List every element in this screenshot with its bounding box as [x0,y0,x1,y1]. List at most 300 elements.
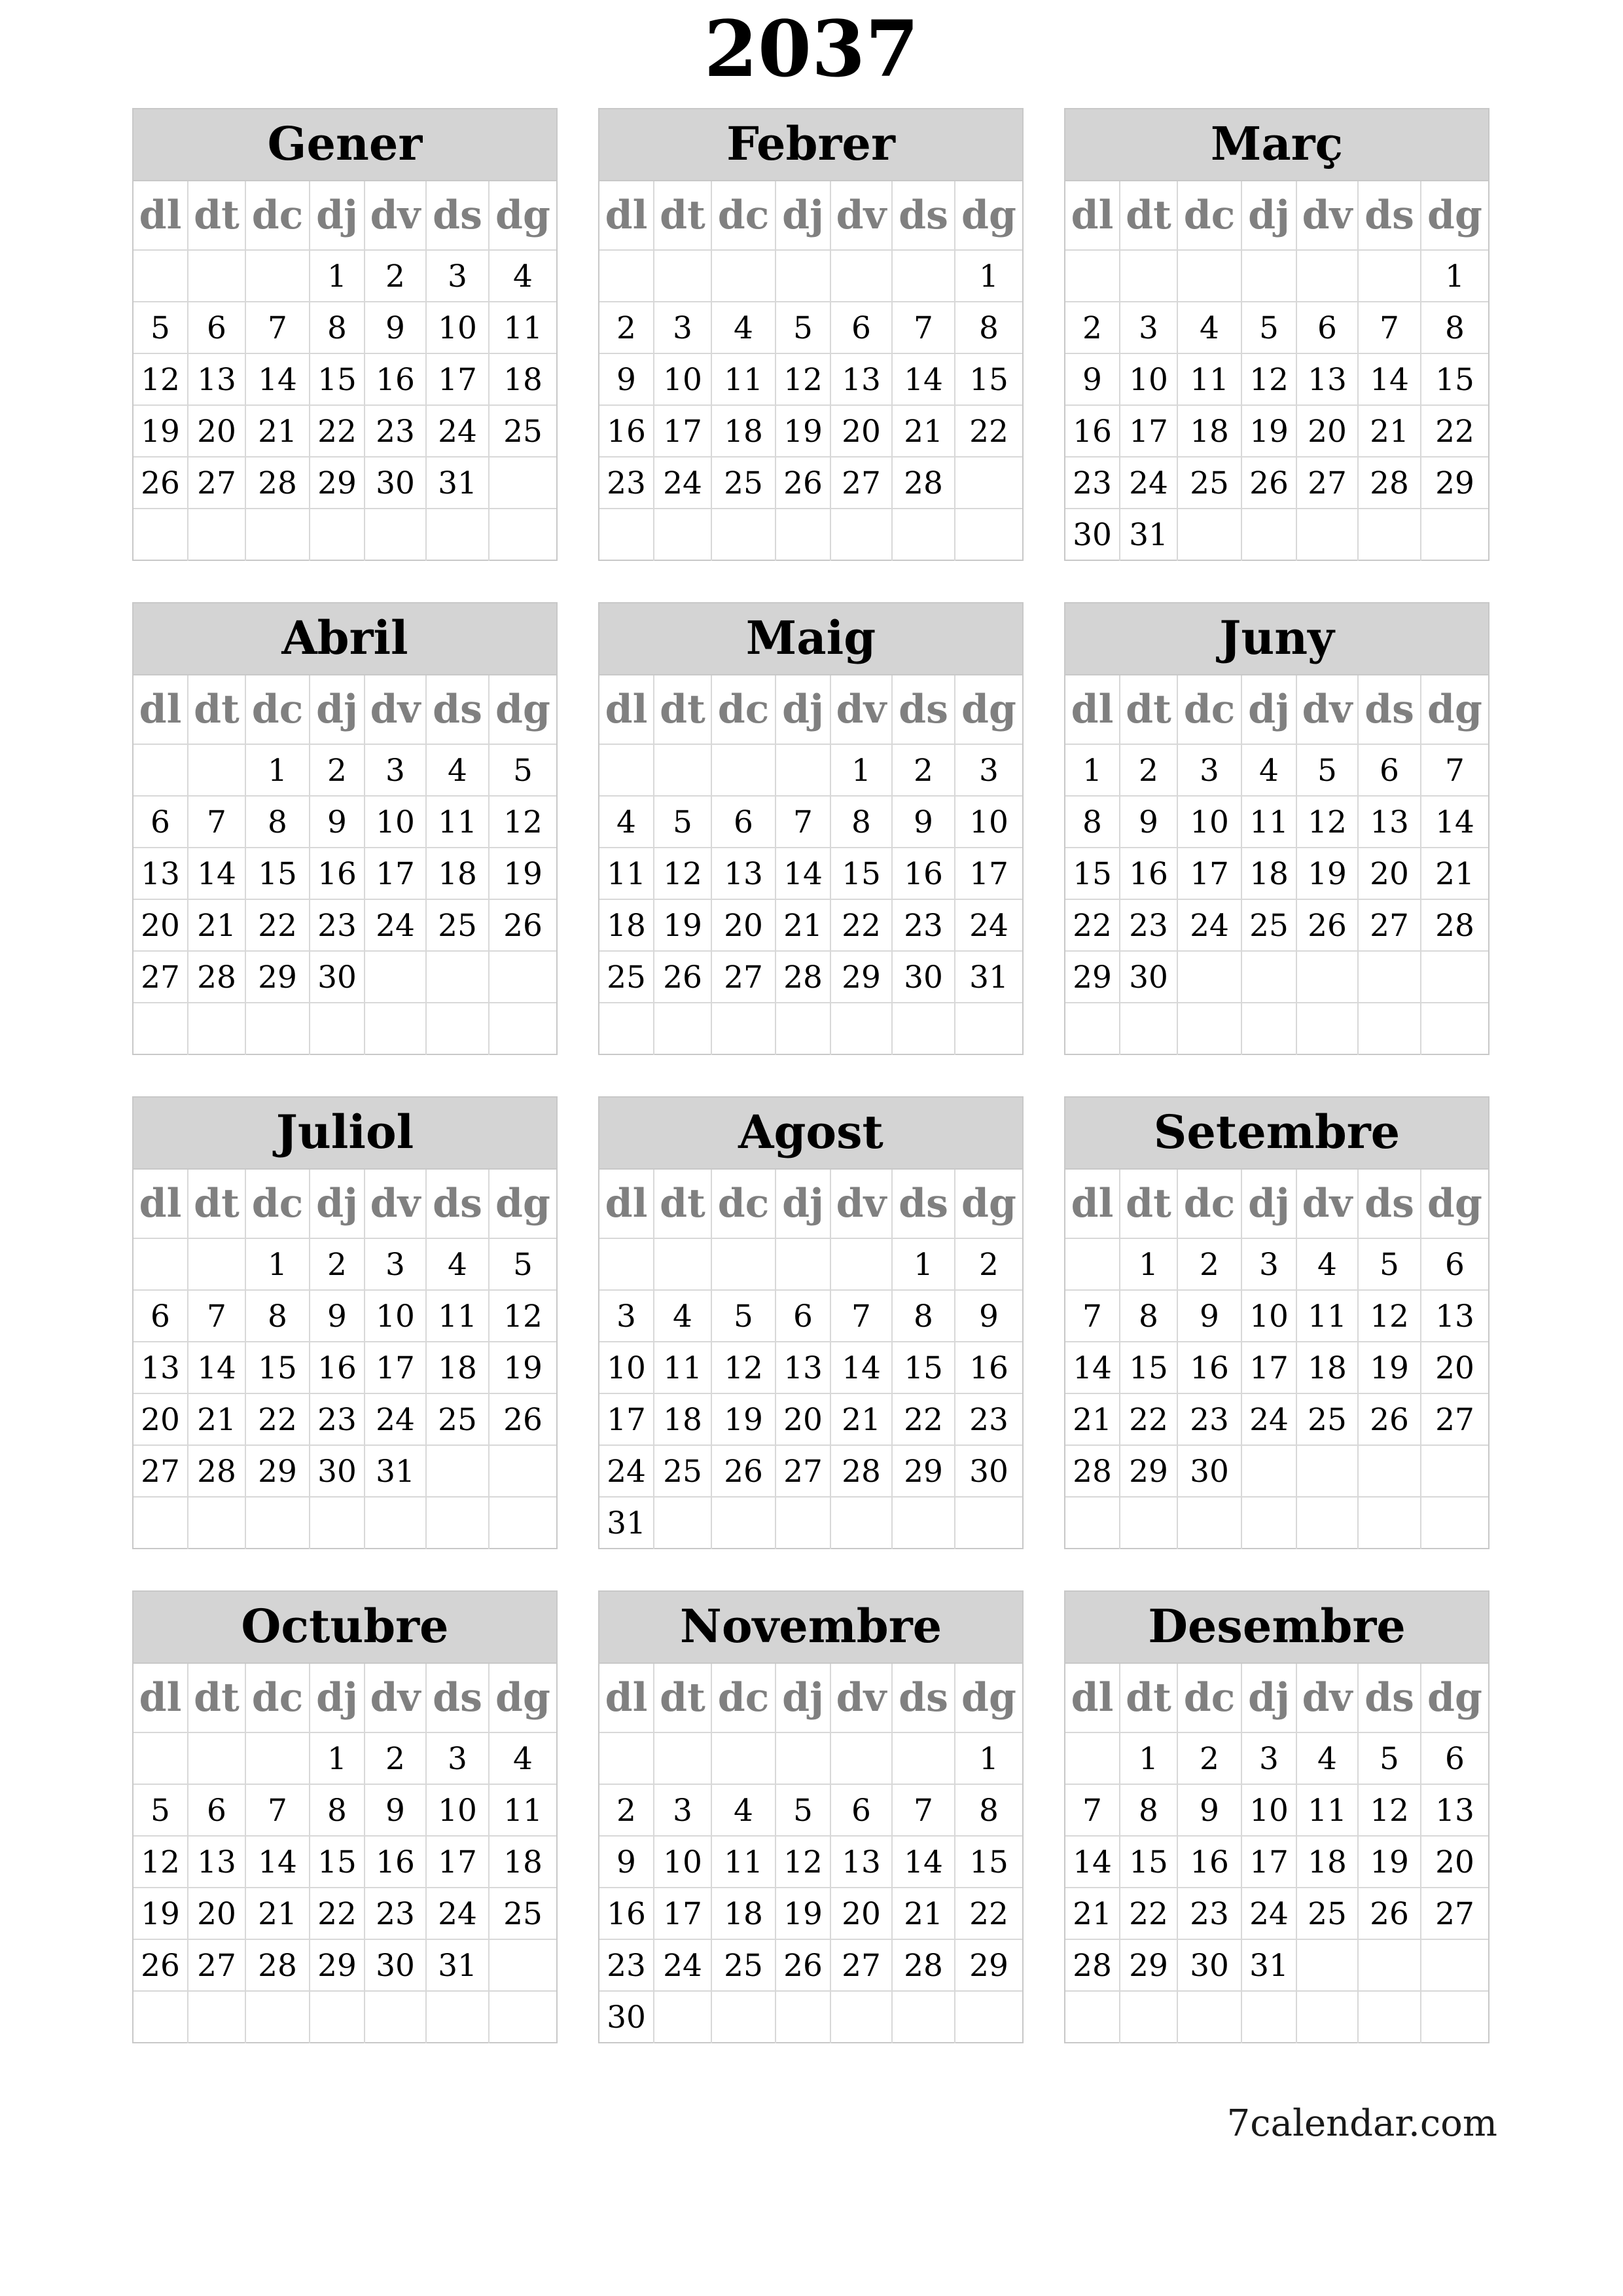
month-name: Febrer [599,109,1022,181]
day-cell: 21 [1065,1888,1120,1940]
day-cell: 30 [365,457,427,509]
weekday-label: ds [893,181,955,251]
weekday-label: dc [1178,181,1242,251]
weekday-label: dg [490,181,556,251]
empty-cell [955,457,1022,509]
month-block [132,108,558,561]
day-cell: 25 [712,457,776,509]
day-cell: 2 [1065,302,1120,354]
empty-cell [134,509,188,561]
day-cell: 29 [1120,1940,1178,1992]
day-cell: 15 [310,354,365,406]
day-cell: 28 [1065,1446,1120,1498]
month-name: Juny [1065,603,1488,675]
empty-cell [134,1733,188,1785]
day-cell: 6 [1297,302,1359,354]
day-cell: 11 [599,848,654,900]
day-cell: 31 [1120,509,1178,561]
day-cell: 20 [1359,848,1421,900]
weekday-label: dg [490,675,556,745]
empty-cell [134,745,188,797]
weekday-label: dj [1242,1664,1297,1733]
day-cell: 4 [427,745,490,797]
day-cell: 22 [955,1888,1022,1940]
day-cell: 10 [427,302,490,354]
empty-cell [1242,1446,1297,1498]
empty-cell [134,1498,188,1549]
weekday-label: dj [776,181,831,251]
empty-cell [1178,1498,1242,1549]
day-cell: 26 [1242,457,1297,509]
weekday-label: ds [427,1664,490,1733]
weekday-label: dc [1178,675,1242,745]
empty-cell [599,1239,654,1291]
empty-cell [1421,1498,1488,1549]
empty-cell [1297,251,1359,302]
day-cell: 21 [893,406,955,457]
day-cell: 11 [1297,1785,1359,1837]
month-day-grid [134,1170,556,1549]
day-cell: 5 [654,797,712,848]
empty-cell [1242,952,1297,1003]
empty-cell [188,1498,246,1549]
day-cell: 4 [427,1239,490,1291]
day-cell: 28 [893,457,955,509]
day-cell: 30 [310,952,365,1003]
weekday-label: dl [1065,1170,1120,1239]
day-cell: 23 [1178,1888,1242,1940]
day-cell: 17 [1242,1837,1297,1888]
day-cell: 25 [490,1888,556,1940]
empty-cell [712,1003,776,1055]
day-cell: 15 [1120,1837,1178,1888]
empty-cell [776,1239,831,1291]
day-cell: 8 [1421,302,1488,354]
month-block [1064,1096,1489,1549]
day-cell: 3 [1178,745,1242,797]
empty-cell [490,1498,556,1549]
empty-cell [427,952,490,1003]
day-cell: 14 [188,1342,246,1394]
day-cell: 20 [134,900,188,952]
day-cell: 22 [893,1394,955,1446]
day-cell: 7 [188,1291,246,1342]
empty-cell [427,1003,490,1055]
day-cell: 16 [1178,1342,1242,1394]
day-cell: 17 [365,1342,427,1394]
day-cell: 4 [1297,1733,1359,1785]
day-cell: 3 [365,1239,427,1291]
empty-cell [654,509,712,561]
empty-cell [1178,1992,1242,2043]
day-cell: 23 [893,900,955,952]
empty-cell [1421,952,1488,1003]
day-cell: 18 [1297,1342,1359,1394]
day-cell: 20 [1421,1342,1488,1394]
empty-cell [893,251,955,302]
empty-cell [188,1733,246,1785]
month-day-grid [599,675,1022,1055]
weekday-label: dc [246,1664,310,1733]
day-cell: 20 [831,406,893,457]
day-cell: 21 [893,1888,955,1940]
day-cell: 21 [1421,848,1488,900]
empty-cell [712,1498,776,1549]
empty-cell [188,251,246,302]
day-cell: 15 [246,1342,310,1394]
month-block [132,1096,558,1549]
day-cell: 20 [831,1888,893,1940]
month-day-grid [599,1170,1022,1549]
day-cell: 28 [188,1446,246,1498]
weekday-label: dc [1178,1170,1242,1239]
empty-cell [188,1992,246,2043]
day-cell: 25 [1297,1888,1359,1940]
weekday-label: dj [1242,1170,1297,1239]
month-name: Març [1065,109,1488,181]
empty-cell [831,1003,893,1055]
weekday-label: ds [427,1170,490,1239]
empty-cell [1359,509,1421,561]
weekday-label: ds [427,675,490,745]
day-cell: 21 [1359,406,1421,457]
month-name: Agost [599,1098,1022,1170]
month-day-grid [1065,675,1488,1055]
day-cell: 23 [599,1940,654,1992]
day-cell: 28 [893,1940,955,1992]
day-cell: 23 [1065,457,1120,509]
day-cell: 19 [776,406,831,457]
day-cell: 4 [1297,1239,1359,1291]
weekday-label: dv [1297,181,1359,251]
day-cell: 18 [1178,406,1242,457]
month-day-grid [1065,1664,1488,2043]
day-cell: 7 [893,302,955,354]
empty-cell [134,251,188,302]
empty-cell [654,1003,712,1055]
day-cell: 26 [1359,1888,1421,1940]
day-cell: 10 [1120,354,1178,406]
empty-cell [654,1733,712,1785]
empty-cell [776,251,831,302]
weekday-label: dg [490,1664,556,1733]
empty-cell [1065,1733,1120,1785]
day-cell: 16 [310,848,365,900]
day-cell: 27 [1359,900,1421,952]
weekday-label: dl [599,1170,654,1239]
month-day-grid [134,1664,556,2043]
weekday-label: dv [1297,675,1359,745]
empty-cell [1359,1498,1421,1549]
day-cell: 2 [599,1785,654,1837]
empty-cell [776,509,831,561]
day-cell: 26 [1359,1394,1421,1446]
day-cell: 12 [134,354,188,406]
weekday-label: dc [1178,1664,1242,1733]
weekday-label: dl [1065,1664,1120,1733]
day-cell: 25 [1297,1394,1359,1446]
day-cell: 9 [365,1785,427,1837]
day-cell: 26 [490,900,556,952]
day-cell: 20 [1421,1837,1488,1888]
day-cell: 30 [893,952,955,1003]
weekday-label: dj [776,1170,831,1239]
day-cell: 2 [599,302,654,354]
day-cell: 12 [712,1342,776,1394]
day-cell: 3 [654,302,712,354]
empty-cell [893,1498,955,1549]
empty-cell [246,1003,310,1055]
weekday-label: dc [246,181,310,251]
day-cell: 15 [1120,1342,1178,1394]
day-cell: 2 [365,1733,427,1785]
day-cell: 15 [955,1837,1022,1888]
weekday-label: dj [776,675,831,745]
empty-cell [310,1992,365,2043]
day-cell: 29 [246,952,310,1003]
empty-cell [1065,1239,1120,1291]
weekday-label: ds [1359,1664,1421,1733]
day-cell: 25 [599,952,654,1003]
day-cell: 5 [1297,745,1359,797]
month-block [1064,602,1489,1055]
day-cell: 12 [776,1837,831,1888]
day-cell: 4 [1178,302,1242,354]
weekday-label: dv [831,1170,893,1239]
day-cell: 2 [1120,745,1178,797]
day-cell: 29 [893,1446,955,1498]
empty-cell [654,1498,712,1549]
empty-cell [1297,952,1359,1003]
day-cell: 15 [831,848,893,900]
day-cell: 9 [599,1837,654,1888]
empty-cell [831,251,893,302]
weekday-label: dg [955,675,1022,745]
weekday-label: dv [365,1170,427,1239]
day-cell: 27 [831,457,893,509]
weekday-label: dl [1065,675,1120,745]
day-cell: 19 [490,848,556,900]
day-cell: 6 [712,797,776,848]
day-cell: 5 [1359,1733,1421,1785]
day-cell: 14 [1421,797,1488,848]
weekday-label: dl [1065,181,1120,251]
day-cell: 22 [1120,1394,1178,1446]
empty-cell [1359,251,1421,302]
day-cell: 25 [427,1394,490,1446]
day-cell: 29 [310,457,365,509]
day-cell: 28 [1359,457,1421,509]
weekday-label: ds [1359,675,1421,745]
empty-cell [893,1733,955,1785]
day-cell: 6 [1421,1239,1488,1291]
day-cell: 17 [427,354,490,406]
empty-cell [712,1239,776,1291]
day-cell: 30 [310,1446,365,1498]
empty-cell [712,745,776,797]
day-cell: 16 [310,1342,365,1394]
day-cell: 12 [490,797,556,848]
weekday-label: dv [1297,1664,1359,1733]
day-cell: 13 [1421,1291,1488,1342]
day-cell: 13 [134,1342,188,1394]
empty-cell [246,1733,310,1785]
empty-cell [654,1992,712,2043]
day-cell: 23 [365,1888,427,1940]
day-cell: 18 [599,900,654,952]
day-cell: 17 [654,406,712,457]
day-cell: 27 [1421,1888,1488,1940]
weekday-label: dg [1421,675,1488,745]
day-cell: 8 [955,1785,1022,1837]
day-cell: 1 [955,251,1022,302]
day-cell: 23 [310,900,365,952]
empty-cell [1242,1498,1297,1549]
day-cell: 3 [427,251,490,302]
day-cell: 29 [246,1446,310,1498]
empty-cell [1242,1003,1297,1055]
day-cell: 24 [365,1394,427,1446]
empty-cell [1065,1003,1120,1055]
month-day-grid [599,181,1022,561]
day-cell: 17 [599,1394,654,1446]
empty-cell [1421,1992,1488,2043]
weekday-label: ds [1359,1170,1421,1239]
month-block [1064,1590,1489,2043]
day-cell: 5 [776,1785,831,1837]
day-cell: 3 [955,745,1022,797]
day-cell: 1 [893,1239,955,1291]
month-day-grid [1065,1170,1488,1549]
empty-cell [599,509,654,561]
empty-cell [1065,1498,1120,1549]
day-cell: 28 [188,952,246,1003]
day-cell: 18 [490,354,556,406]
day-cell: 6 [831,1785,893,1837]
day-cell: 24 [1242,1888,1297,1940]
day-cell: 13 [831,1837,893,1888]
day-cell: 1 [310,1733,365,1785]
day-cell: 11 [427,797,490,848]
weekday-label: dv [831,675,893,745]
day-cell: 27 [188,1940,246,1992]
day-cell: 25 [1178,457,1242,509]
day-cell: 10 [955,797,1022,848]
empty-cell [654,745,712,797]
empty-cell [365,509,427,561]
day-cell: 6 [831,302,893,354]
day-cell: 2 [310,745,365,797]
empty-cell [246,251,310,302]
day-cell: 12 [1242,354,1297,406]
day-cell: 8 [1120,1291,1178,1342]
day-cell: 12 [1297,797,1359,848]
day-cell: 16 [1178,1837,1242,1888]
day-cell: 22 [1421,406,1488,457]
day-cell: 16 [893,848,955,900]
day-cell: 14 [893,354,955,406]
weekday-label: dg [1421,1170,1488,1239]
empty-cell [776,1733,831,1785]
weekday-label: dt [654,1664,712,1733]
month-day-grid [134,675,556,1055]
day-cell: 31 [427,1940,490,1992]
empty-cell [776,1003,831,1055]
day-cell: 21 [1065,1394,1120,1446]
day-cell: 6 [1421,1733,1488,1785]
month-block [132,602,558,1055]
day-cell: 14 [831,1342,893,1394]
year-title: 2037 [704,3,919,94]
day-cell: 1 [955,1733,1022,1785]
day-cell: 26 [776,1940,831,1992]
empty-cell [490,1940,556,1992]
day-cell: 19 [134,1888,188,1940]
empty-cell [490,952,556,1003]
day-cell: 9 [1065,354,1120,406]
weekday-label: dl [134,181,188,251]
empty-cell [134,1992,188,2043]
day-cell: 8 [246,797,310,848]
weekday-label: ds [893,1664,955,1733]
month-day-grid [134,181,556,561]
day-cell: 29 [1065,952,1120,1003]
day-cell: 13 [712,848,776,900]
day-cell: 21 [246,406,310,457]
weekday-label: dg [490,1170,556,1239]
empty-cell [427,509,490,561]
empty-cell [134,1003,188,1055]
day-cell: 30 [955,1446,1022,1498]
day-cell: 22 [831,900,893,952]
empty-cell [776,745,831,797]
day-cell: 5 [1242,302,1297,354]
empty-cell [1065,1992,1120,2043]
day-cell: 2 [310,1239,365,1291]
day-cell: 26 [490,1394,556,1446]
empty-cell [1242,251,1297,302]
day-cell: 6 [776,1291,831,1342]
day-cell: 10 [654,354,712,406]
day-cell: 27 [134,1446,188,1498]
day-cell: 9 [1120,797,1178,848]
empty-cell [1421,1446,1488,1498]
weekday-label: dl [134,1170,188,1239]
day-cell: 7 [831,1291,893,1342]
empty-cell [599,745,654,797]
day-cell: 4 [1242,745,1297,797]
day-cell: 5 [490,745,556,797]
weekday-label: dg [1421,1664,1488,1733]
empty-cell [365,1003,427,1055]
day-cell: 13 [188,354,246,406]
day-cell: 28 [831,1446,893,1498]
day-cell: 30 [1178,1940,1242,1992]
day-cell: 16 [599,1888,654,1940]
day-cell: 10 [365,1291,427,1342]
day-cell: 13 [1359,797,1421,848]
weekday-label: dc [712,181,776,251]
weekday-label: dg [955,1664,1022,1733]
empty-cell [1359,1992,1421,2043]
month-day-grid [1065,181,1488,561]
day-cell: 14 [776,848,831,900]
empty-cell [1178,952,1242,1003]
day-cell: 22 [310,1888,365,1940]
day-cell: 22 [246,1394,310,1446]
day-cell: 8 [310,1785,365,1837]
empty-cell [1297,1446,1359,1498]
